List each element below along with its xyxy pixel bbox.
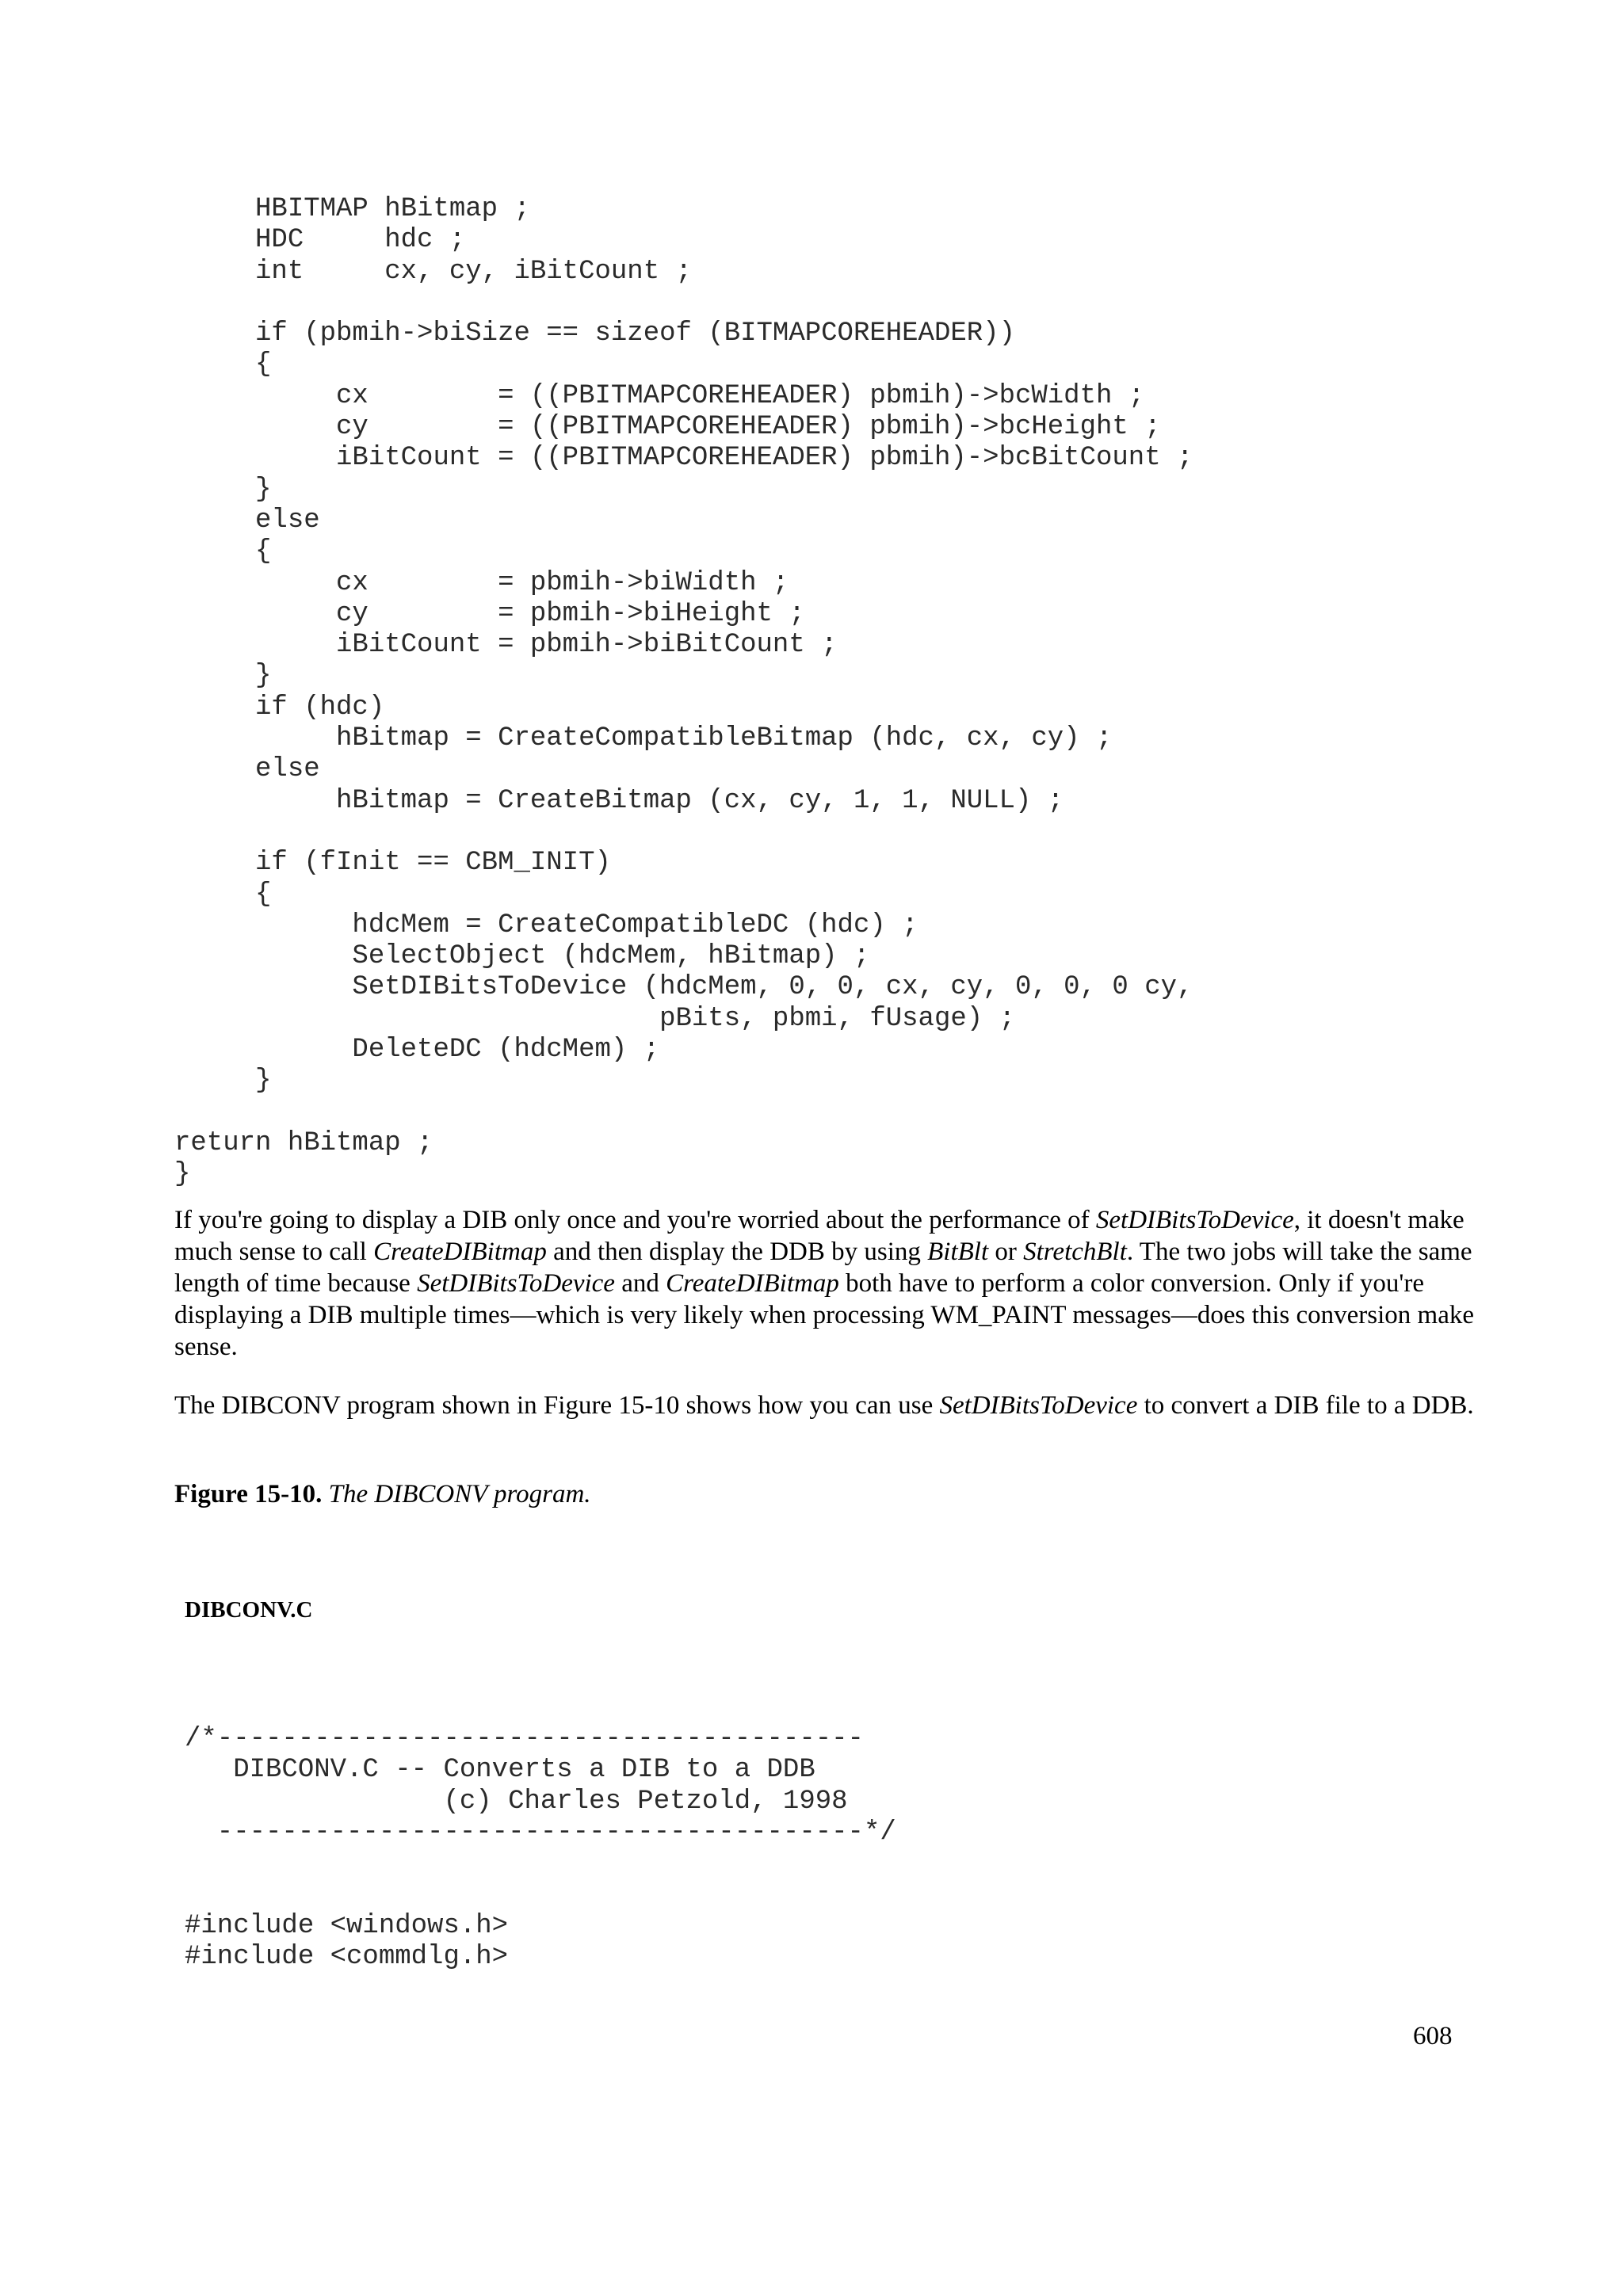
code-line	[174, 817, 1193, 848]
figure-title: The DIBCONV program.	[328, 1480, 591, 1508]
code-line: pBits, pbmi, fUsage) ;	[174, 1003, 1015, 1034]
code-line: else	[174, 505, 320, 536]
function-name: CreateDIBitmap	[373, 1238, 547, 1266]
function-name: CreateDIBitmap	[666, 1269, 839, 1298]
code-line: iBitCount = pbmih->biBitCount ;	[174, 630, 838, 661]
function-name: StretchBlt	[1023, 1238, 1127, 1266]
code-line: HBITMAP hBitmap ;	[174, 194, 530, 224]
code-line: ----------------------------------------*/	[185, 1817, 896, 1848]
code-block-bottom	[185, 1724, 896, 1973]
text-run: . The two jobs will take the same length of time because	[174, 1238, 1472, 1298]
code-line: if (pbmih->biSize == sizeof (BITMAPCOREHEADER))	[174, 318, 1015, 349]
page-number: 608	[1413, 2022, 1453, 2050]
text-run: , it doesn't make much sense to call	[174, 1206, 1465, 1266]
code-line: iBitCount = ((PBITMAPCOREHEADER) pbmih)->bcBitCount ;	[174, 443, 1193, 474]
text-run: and then display the DDB by using	[546, 1238, 928, 1266]
code-line: {	[174, 879, 272, 910]
text-run: or	[988, 1238, 1024, 1266]
text-run: to convert a DIB file to a DDB.	[1137, 1391, 1474, 1420]
code-line: HDC hdc ;	[174, 225, 466, 256]
body-paragraph-dibconv	[174, 1390, 1474, 1421]
code-line: if (hdc)	[174, 692, 385, 723]
code-line: }	[174, 474, 272, 505]
text-run: The DIBCONV program shown in Figure 15-10 shows how you can use	[174, 1391, 940, 1420]
code-line: }	[174, 1159, 191, 1190]
text-run: and	[614, 1269, 666, 1298]
code-line: cy = pbmih->biHeight ;	[174, 598, 805, 629]
code-line	[185, 1848, 896, 1879]
code-line: #include <commdlg.h>	[185, 1942, 509, 1973]
code-line: if (fInit == CBM_INIT)	[174, 848, 611, 879]
code-line: DeleteDC (hdcMem) ;	[174, 1035, 660, 1066]
function-name: SetDIBitsToDevice	[1095, 1206, 1294, 1234]
figure-label: Figure 15-10.	[174, 1480, 323, 1508]
code-line: return hBitmap ;	[174, 1127, 433, 1158]
code-block-top	[174, 194, 1193, 1191]
code-line: cy = ((PBITMAPCOREHEADER) pbmih)->bcHeight ;	[174, 412, 1161, 443]
text-run: both have to perform a color conversion. Only if you're displaying a DIB multiple times—which is very likely when processing WM_PAINT messages—does this conversion make sense.	[174, 1269, 1475, 1361]
code-line: hBitmap = CreateCompatibleBitmap (hdc, cx, cy) ;	[174, 723, 1113, 754]
code-line: {	[174, 536, 272, 567]
function-name: SetDIBitsToDevice	[939, 1391, 1138, 1420]
code-line: SetDIBitsToDevice (hdcMem, 0, 0, cx, cy, 0, 0, 0 cy,	[174, 972, 1193, 1003]
figure-caption	[174, 1480, 591, 1509]
code-line: }	[174, 1066, 272, 1097]
code-line: {	[174, 349, 272, 380]
code-line	[174, 288, 1193, 318]
code-line: DIBCONV.C -- Converts a DIB to a DDB	[185, 1755, 815, 1786]
code-line: #include <windows.h>	[185, 1910, 509, 1941]
code-line: (c) Charles Petzold, 1998	[185, 1786, 848, 1817]
code-line: SelectObject (hdcMem, hBitmap) ;	[174, 941, 870, 972]
text-run: If you're going to display a DIB only once and you're worried about the performance of	[174, 1206, 1096, 1234]
code-line: }	[174, 661, 272, 692]
code-line: cx = ((PBITMAPCOREHEADER) pbmih)->bcWidth ;	[174, 380, 1145, 411]
code-line: /*----------------------------------------	[185, 1724, 864, 1754]
code-line: hdcMem = CreateCompatibleDC (hdc) ;	[174, 910, 918, 940]
function-name: SetDIBitsToDevice	[417, 1269, 615, 1298]
code-line	[174, 1097, 1193, 1128]
function-name: BitBlt	[927, 1238, 989, 1266]
code-line: int cx, cy, iBitCount ;	[174, 256, 692, 287]
file-heading: DIBCONV.C	[185, 1597, 313, 1623]
body-paragraph-performance	[174, 1204, 1474, 1363]
code-line: cx = pbmih->biWidth ;	[174, 567, 789, 598]
code-line: hBitmap = CreateBitmap (cx, cy, 1, 1, NULL) ;	[174, 785, 1064, 816]
code-line	[185, 1879, 896, 1910]
code-line: else	[174, 754, 320, 785]
